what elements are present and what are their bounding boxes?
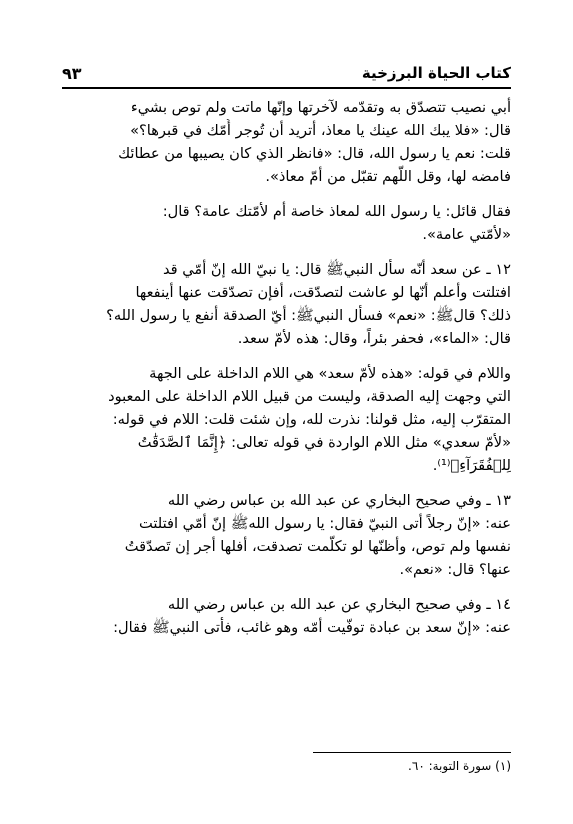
text-line: أبي نصيب تتصدّق به وتقدّمه لآخرتها وإنّها ماتت ولم توص بشيء: [130, 99, 511, 116]
running-header: [62, 60, 511, 88]
text-line: ١٢ ـ عن سعد أنّه سأل النبيﷺ قال: يا نبيّ الله إنّ أمّي قد: [162, 261, 511, 278]
footnote: (١) سورة التوبة: ٦٠.: [408, 759, 511, 773]
text-line: فقال قائل: يا رسول الله لمعاذ خاصة أم لأمّتك عامة؟ قال:: [162, 203, 511, 220]
text-line: «لأمّ سعدي» مثل اللام الواردة في قوله تعالى: ﴿إِنَّمَا ٱلصَّدَقَٰتُ: [137, 434, 511, 451]
text-line: قلت: نعم يا رسول الله، قال: «فانظر الذي كان يصيبها من عطائك: [118, 145, 511, 162]
text-line: ١٤ ـ وفي صحيح البخاري عن عبد الله بن عباس رضي الله: [167, 596, 511, 613]
header-rule: [62, 87, 511, 89]
paragraph: [62, 96, 511, 188]
footnote-rule: [313, 752, 511, 753]
text-line: نفسها ولم توص، وأظنّها لو تكلّمت تصدقت، أفلها أجر إن تَصدّقتُ: [124, 538, 511, 555]
text-line: عنه: «إنّ رجلاً أتى النبيّ فقال: يا رسول اللهﷺ إنّ أمّي افتلتت: [139, 515, 511, 532]
text-line: قال: «فلا يبك الله عينك يا معاذ، أتريد أن تُوجر أُمّك في قبرها؟»: [130, 122, 511, 139]
text-line: فامضه لها، وقل اللّهم تقبّل من أمّ معاذ».: [265, 168, 511, 185]
page-number: ٩٣: [62, 64, 82, 83]
paragraph: [62, 362, 511, 477]
paragraph: [62, 489, 511, 581]
paragraph: [62, 258, 511, 350]
body-text: [62, 96, 511, 639]
text-line: عنه: «إنّ سعد بن عبادة توفّيت أمّه وهو غائب، فأتى النبيﷺ فقال:: [113, 619, 511, 636]
text-line: المتقرّب إليه، مثل قولنا: نذرت لله، وإن شئت قلت: اللام في قوله:: [112, 411, 511, 428]
text-line: ذلك؟ قالﷺ: «نعم» فسأل النبيﷺ: أيّ الصدقة أنفع يا رسول الله؟: [106, 307, 511, 324]
text-line: قال: «الماء»، فحفر بئراً، وقال: هذه لأمّ سعد.: [237, 330, 511, 347]
text-line: ١٣ ـ وفي صحيح البخاري عن عبد الله بن عباس رضي الله: [167, 492, 511, 509]
text-line: واللام في قوله: «هذه لأمّ سعد» هي اللام الداخلة على الجهة: [149, 365, 511, 382]
text-line: لِلۡفُقَرَآءِ﴾⁽¹⁾.: [432, 457, 511, 474]
paragraph: [62, 593, 511, 639]
text-line: «لأمّتي عامة».: [422, 226, 511, 243]
text-line: افتلتت وأعلم أنّها لو عاشت لتصدّقت، أفإن تصدّقت عنها أينفعها: [135, 284, 511, 301]
text-line: عنها؟ قال: «نعم».: [399, 561, 511, 578]
paragraph: [62, 200, 511, 246]
text-line: التي وجهت إليه الصدقة، وليست من قبيل اللام الداخلة على المعبود: [108, 388, 511, 405]
book-title: كتاب الحياة البرزخية: [361, 64, 511, 82]
